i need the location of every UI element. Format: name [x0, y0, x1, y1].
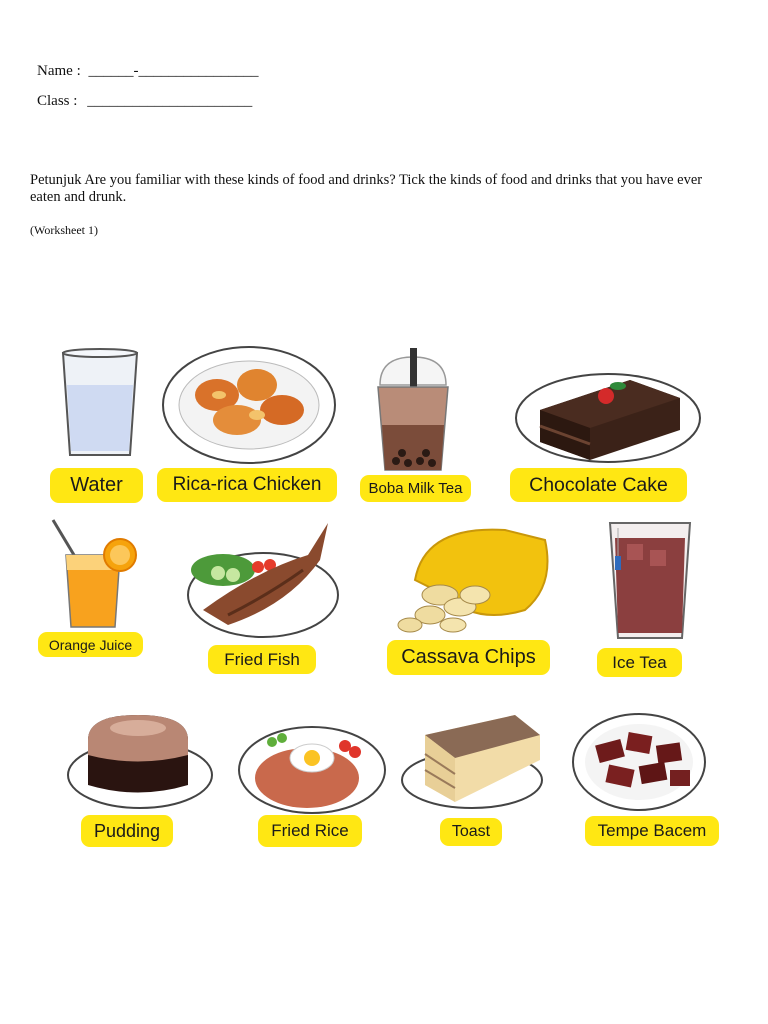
fried-fish-icon — [188, 515, 343, 640]
food-item-fried-rice[interactable] — [237, 720, 387, 850]
class-line — [37, 93, 252, 110]
class-field[interactable]: ______________________ — [87, 93, 253, 109]
item-label: Ice Tea — [597, 648, 682, 677]
worksheet-label: (Worksheet 1) — [30, 223, 99, 237]
fried-rice-icon — [237, 720, 387, 815]
class-label: Class : — [37, 93, 78, 109]
food-item-tempe-bacem[interactable] — [572, 712, 722, 850]
food-item-chocolate-cake[interactable] — [510, 360, 700, 505]
item-label: Cassava Chips — [387, 640, 550, 675]
name-field[interactable]: ______-________________ — [88, 63, 259, 79]
item-label: Pudding — [81, 815, 173, 847]
item-label: Water — [50, 468, 143, 503]
cassava-chips-icon — [385, 525, 555, 640]
tempe-bacem-icon — [572, 712, 722, 812]
food-item-water[interactable] — [50, 345, 150, 505]
food-item-ice-tea[interactable] — [595, 518, 695, 678]
item-label: Boba Milk Tea — [360, 475, 471, 502]
food-item-toast[interactable] — [400, 710, 548, 850]
food-item-rica-rica-chicken[interactable] — [157, 340, 339, 505]
food-item-boba-milk-tea[interactable] — [358, 345, 473, 505]
item-label: Rica-rica Chicken — [157, 468, 337, 502]
item-label: Fried Fish — [208, 645, 316, 674]
ice-tea-icon — [595, 518, 695, 643]
food-item-fried-fish[interactable] — [188, 515, 343, 675]
chocolate-cake-icon — [510, 360, 700, 470]
item-label: Tempe Bacem — [585, 816, 719, 846]
food-item-cassava-chips[interactable] — [385, 525, 555, 675]
orange-juice-icon — [38, 515, 148, 630]
item-label: Chocolate Cake — [510, 468, 687, 502]
item-label: Orange Juice — [38, 632, 143, 657]
pudding-icon — [66, 710, 214, 810]
item-label: Toast — [440, 818, 502, 846]
boba-milk-tea-icon — [358, 345, 473, 475]
name-line — [37, 63, 258, 80]
glass-of-water-icon — [50, 345, 150, 465]
food-item-pudding[interactable] — [66, 710, 214, 850]
name-label: Name : — [37, 63, 81, 79]
food-item-orange-juice[interactable] — [38, 515, 148, 660]
item-label: Fried Rice — [258, 815, 362, 847]
rica-rica-chicken-icon — [157, 340, 339, 465]
toast-icon — [400, 710, 548, 810]
instructions: Petunjuk Are you familiar with these kinds of food and drinks? Tick the kinds of food and drinks that you have ever eaten and drunk. — [30, 172, 703, 205]
